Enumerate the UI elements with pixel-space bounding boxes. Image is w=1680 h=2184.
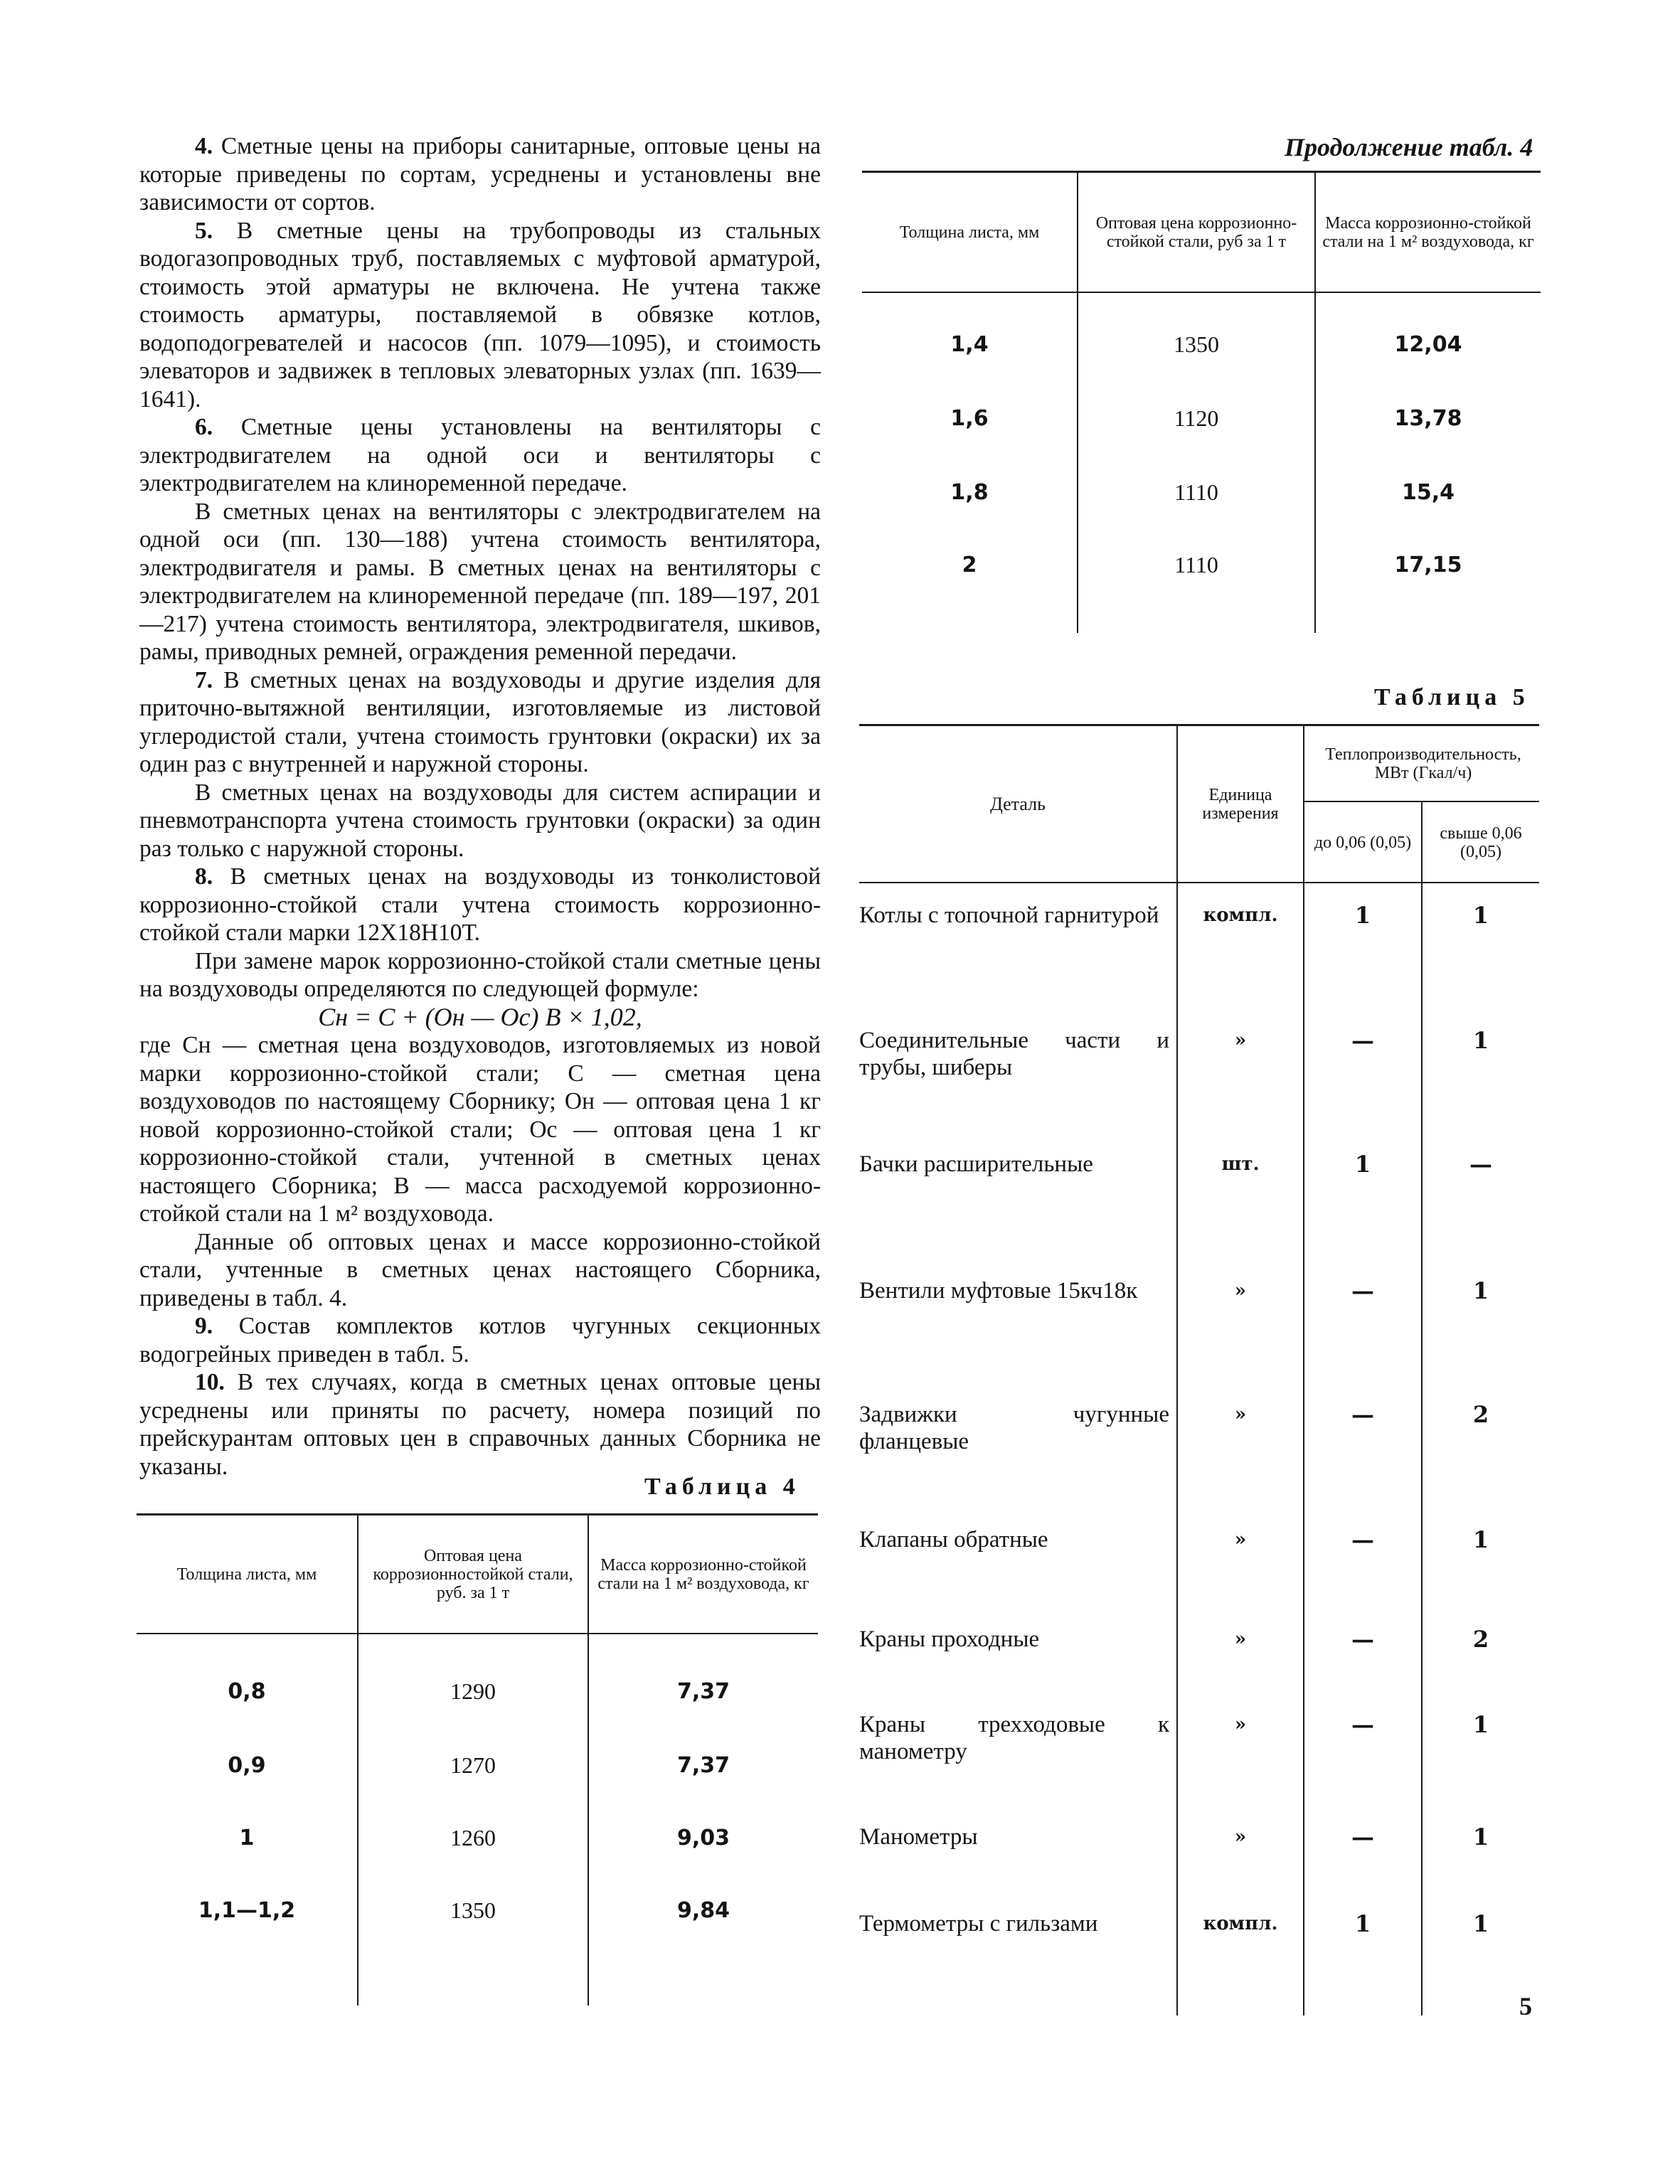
- table-cell: 1270: [450, 1752, 496, 1778]
- paragraph-text: В сметных ценах на воздуховоды и другие изделия для приточно-вытяжной вентиляции, изготовляемые из листовой углеродистой стали, учтена стоимость грунтовки (окраски) их за один раз с внутренней и наружной стороны.: [139, 666, 821, 777]
- table-cell-up-to: —: [1351, 1526, 1374, 1553]
- table-rule: [862, 171, 1541, 173]
- paragraph-number: 9.: [195, 1313, 213, 1339]
- table-cell-detail: Краны проходные: [859, 1626, 1040, 1652]
- table-cell-detail: Котлы с топочной гарнитурой: [859, 902, 1159, 928]
- paragraph-10: [139, 1368, 821, 1481]
- table-cell-up-to: 1: [1354, 1910, 1371, 1937]
- table-cell-unit: »: [1234, 1280, 1247, 1301]
- header-thickness: Толщина листа, мм: [176, 1565, 317, 1584]
- table-cell-unit: шт.: [1221, 1154, 1260, 1175]
- paragraph-text: В сметные цены на трубопроводы из стальных водогазопроводных труб, поставляемых с муфтовой арматурой, стоимость этой арматуры не включена. Не учтена также стоимость арматуры, поставляемой в обвязке котлов, водоподогревателей и насосов (пп. 1079—1095), и стоимость элеваторов и задвижек в тепловых элеваторных узлах (пп. 1639—1641).: [139, 217, 821, 412]
- paragraph-text: Состав комплектов котлов чугунных секционных водогрейных приведен в табл. 5.: [139, 1313, 821, 1368]
- table-cell: 2: [962, 552, 977, 577]
- table-cell: 1,6: [950, 405, 989, 431]
- header-over: свыше 0,06 (0,05): [1440, 824, 1522, 861]
- table-cell: 1290: [450, 1678, 496, 1704]
- header-mass: Масса коррозионно-стойкой стали на 1 м² воздуховода, кг: [1322, 214, 1534, 251]
- paragraph-text: В сметных ценах на воздуховоды из тонколистовой коррозионно-стойкой стали учтена стоимость коррозионно-стойкой стали марки 12Х18Н10Т.: [139, 863, 821, 946]
- table-cell: 1,1—1,2: [198, 1897, 296, 1923]
- table-cell-up-to: —: [1351, 1626, 1374, 1653]
- table-cell-up-to: —: [1351, 1711, 1374, 1738]
- paragraph-number: 5.: [195, 217, 213, 244]
- table-4-continuation: [862, 171, 1541, 633]
- table-cell: 1110: [1174, 479, 1218, 505]
- table-cell-unit: »: [1234, 1404, 1247, 1425]
- table-4: [137, 1513, 818, 2005]
- table-cell: 12,04: [1394, 331, 1462, 357]
- table-cell-detail: Соединительные части и трубы, шиберы: [859, 1028, 1169, 1080]
- table-cell: 0,8: [228, 1678, 266, 1704]
- paragraph-7b: В сметных ценах на воздуховоды для систем аспирации и пневмотранспорта учтена стоимость грунтовки (окраски) за один раз только с наружной стороны.: [139, 779, 821, 862]
- table-cell-unit: компл.: [1203, 905, 1278, 926]
- table-cell-unit: »: [1234, 1030, 1247, 1051]
- table-cell-over: 1: [1472, 1823, 1489, 1850]
- table5-caption: Таблица 5: [1374, 684, 1530, 710]
- table-cell: 1350: [450, 1897, 496, 1923]
- table-cell-over: 2: [1472, 1626, 1489, 1653]
- table-cell-over: 1: [1472, 1277, 1489, 1304]
- table4-caption: Таблица 4: [644, 1474, 800, 1500]
- table-cell: 9,84: [676, 1897, 730, 1923]
- paragraph-number: 7.: [195, 666, 213, 693]
- table-cell-up-to: —: [1351, 1277, 1374, 1304]
- table-cell-unit: »: [1234, 1529, 1247, 1550]
- paragraph-text: В тех случаях, когда в сметных ценах оптовые цены усреднены или приняты по расчету, номера позиций по прейскурантам оптовых цен в справочных данных Сборника не указаны.: [139, 1369, 821, 1480]
- table-cell-unit: »: [1234, 1629, 1247, 1650]
- formula: Cн = C + (Oн — Oс) B × 1,02,: [318, 1002, 642, 1031]
- table-cell-detail: Краны трехходовые к манометру: [859, 1712, 1169, 1764]
- table-cell: 17,15: [1394, 552, 1462, 577]
- paragraph-8: [139, 863, 821, 947]
- table-rule: [137, 1633, 818, 1634]
- table-cell-over: —: [1469, 1151, 1492, 1178]
- paragraph-5: [139, 217, 821, 414]
- table-cell-up-to: —: [1351, 1823, 1374, 1850]
- table-cell-detail: Бачки расширительные: [859, 1151, 1093, 1177]
- table-cell: 9,03: [676, 1825, 730, 1850]
- paragraph-7: [139, 666, 821, 779]
- table-cell: 1,8: [950, 479, 989, 505]
- table-cell: 7,37: [676, 1752, 730, 1778]
- table-cell-up-to: —: [1351, 1401, 1374, 1428]
- header-up-to: до 0,06 (0,05): [1314, 833, 1412, 852]
- table-cell: 1,4: [950, 331, 989, 357]
- header-price: Оптовая цена коррозионно-стойкой стали, руб за 1 т: [1095, 214, 1297, 251]
- table-rule: [859, 724, 1539, 726]
- table-cell-over: 1: [1472, 1027, 1489, 1054]
- table-cell-over: 1: [1472, 902, 1489, 929]
- table-cell: 7,37: [676, 1678, 730, 1704]
- paragraph-8b: При замене марок коррозионно-стойкой стали сметные цены на воздуховоды определяются по следующей формуле:: [139, 947, 821, 1002]
- table-rule: [862, 292, 1541, 293]
- table-rule: [859, 882, 1539, 883]
- table-cell-detail: Задвижки чугунные фланцевые: [859, 1402, 1169, 1454]
- table-cell: 1: [239, 1825, 255, 1850]
- table-cell-over: 1: [1472, 1910, 1489, 1937]
- paragraph-number: 10.: [195, 1369, 225, 1395]
- paragraph-6: [139, 413, 821, 498]
- table-cell-unit: компл.: [1203, 1913, 1278, 1934]
- table-cell-detail: Манометры: [859, 1824, 978, 1850]
- table-cell-unit: »: [1234, 1826, 1247, 1848]
- paragraph-9: [139, 1312, 821, 1368]
- table-cell-unit: »: [1234, 1714, 1247, 1735]
- table-cell-up-to: 1: [1354, 1151, 1371, 1178]
- paragraph-text: Сметные цены установлены на вентиляторы с электродвигателем на одной оси и вентиляторы с электродвигателем на клиноременной передаче.: [139, 414, 821, 496]
- table-cell: 1260: [450, 1824, 496, 1850]
- header-unit: Единица измерения: [1202, 786, 1279, 823]
- table-cell: 1120: [1174, 405, 1219, 431]
- paragraph-8d: Данные об оптовых ценах и массе коррозионно-стойкой стали, учтенные в сметных ценах настоящего Сборника, приведены в табл. 4.: [139, 1228, 821, 1311]
- table4-continuation-caption: Продолжение табл. 4: [1285, 133, 1533, 161]
- table-cell: 0,9: [228, 1752, 266, 1778]
- header-thickness: Толщина листа, мм: [899, 223, 1040, 242]
- table-cell-up-to: —: [1351, 1027, 1374, 1054]
- page-number: 5: [1519, 1992, 1532, 2020]
- table-cell: 15,4: [1401, 479, 1455, 505]
- paragraph-6b: В сметных ценах на вентиляторы с электродвигателем на одной оси (пп. 130—188) учтена стоимость вентилятора, электродвигателя и рамы. В сметных ценах на вентиляторы с электродвигателем на клиноременной передаче (пп. 189—197, 201—217) учтена стоимость вентилятора, электродвигателя, шкивов, рамы, приводных ремней, ограждения ременной передачи.: [139, 498, 821, 665]
- table-cell: 1110: [1174, 551, 1218, 577]
- table-cell-up-to: 1: [1354, 902, 1371, 929]
- table-rule: [137, 1513, 818, 1516]
- paragraph-number: 4.: [195, 133, 213, 159]
- header-capacity: Теплопроизводительность, МВт (Гкал/ч): [1325, 745, 1521, 782]
- table-cell-detail: Термометры с гильзами: [859, 1911, 1098, 1937]
- table-cell-detail: Вентили муфтовые 15кч18к: [859, 1278, 1138, 1304]
- table-cell-over: 1: [1472, 1711, 1489, 1738]
- body-text: [139, 132, 821, 1481]
- paragraph-number: 6.: [195, 414, 213, 440]
- paragraph-4: [139, 132, 821, 217]
- header-mass: Масса коррозионно-стойкой стали на 1 м² воздуховода, кг: [597, 1556, 809, 1593]
- paragraph-number: 8.: [195, 863, 213, 890]
- table-cell-detail: Клапаны обратные: [859, 1527, 1048, 1552]
- paragraph-text: Сметные цены на приборы санитарные, оптовые цены на которые приведены по сортам, усреднены и установлены вне зависимости от сортов.: [139, 133, 821, 215]
- header-price: Оптовая цена коррозионностойкой стали, руб. за 1 т: [373, 1547, 573, 1602]
- table-cell: 1350: [1174, 331, 1219, 357]
- table-cell: 13,78: [1394, 405, 1462, 431]
- paragraph-8c: где Cн — сметная цена воздуховодов, изготовляемых из новой марки коррозионно-стойкой стали; C — сметная цена воздуховодов по настоящему Сборнику; Oн — оптовая цена 1 кг новой коррозионно-стойкой стали; Oс — оптовая цена 1 кг коррозионно-стойкой стали, учтенной в сметных ценах настоящего Сборника; B — масса расходуемой коррозионно-стойкой стали на 1 м² воздуховода.: [139, 1032, 821, 1227]
- header-detail: Деталь: [990, 794, 1046, 814]
- table-cell-over: 1: [1472, 1526, 1489, 1553]
- table-cell-over: 2: [1472, 1401, 1489, 1428]
